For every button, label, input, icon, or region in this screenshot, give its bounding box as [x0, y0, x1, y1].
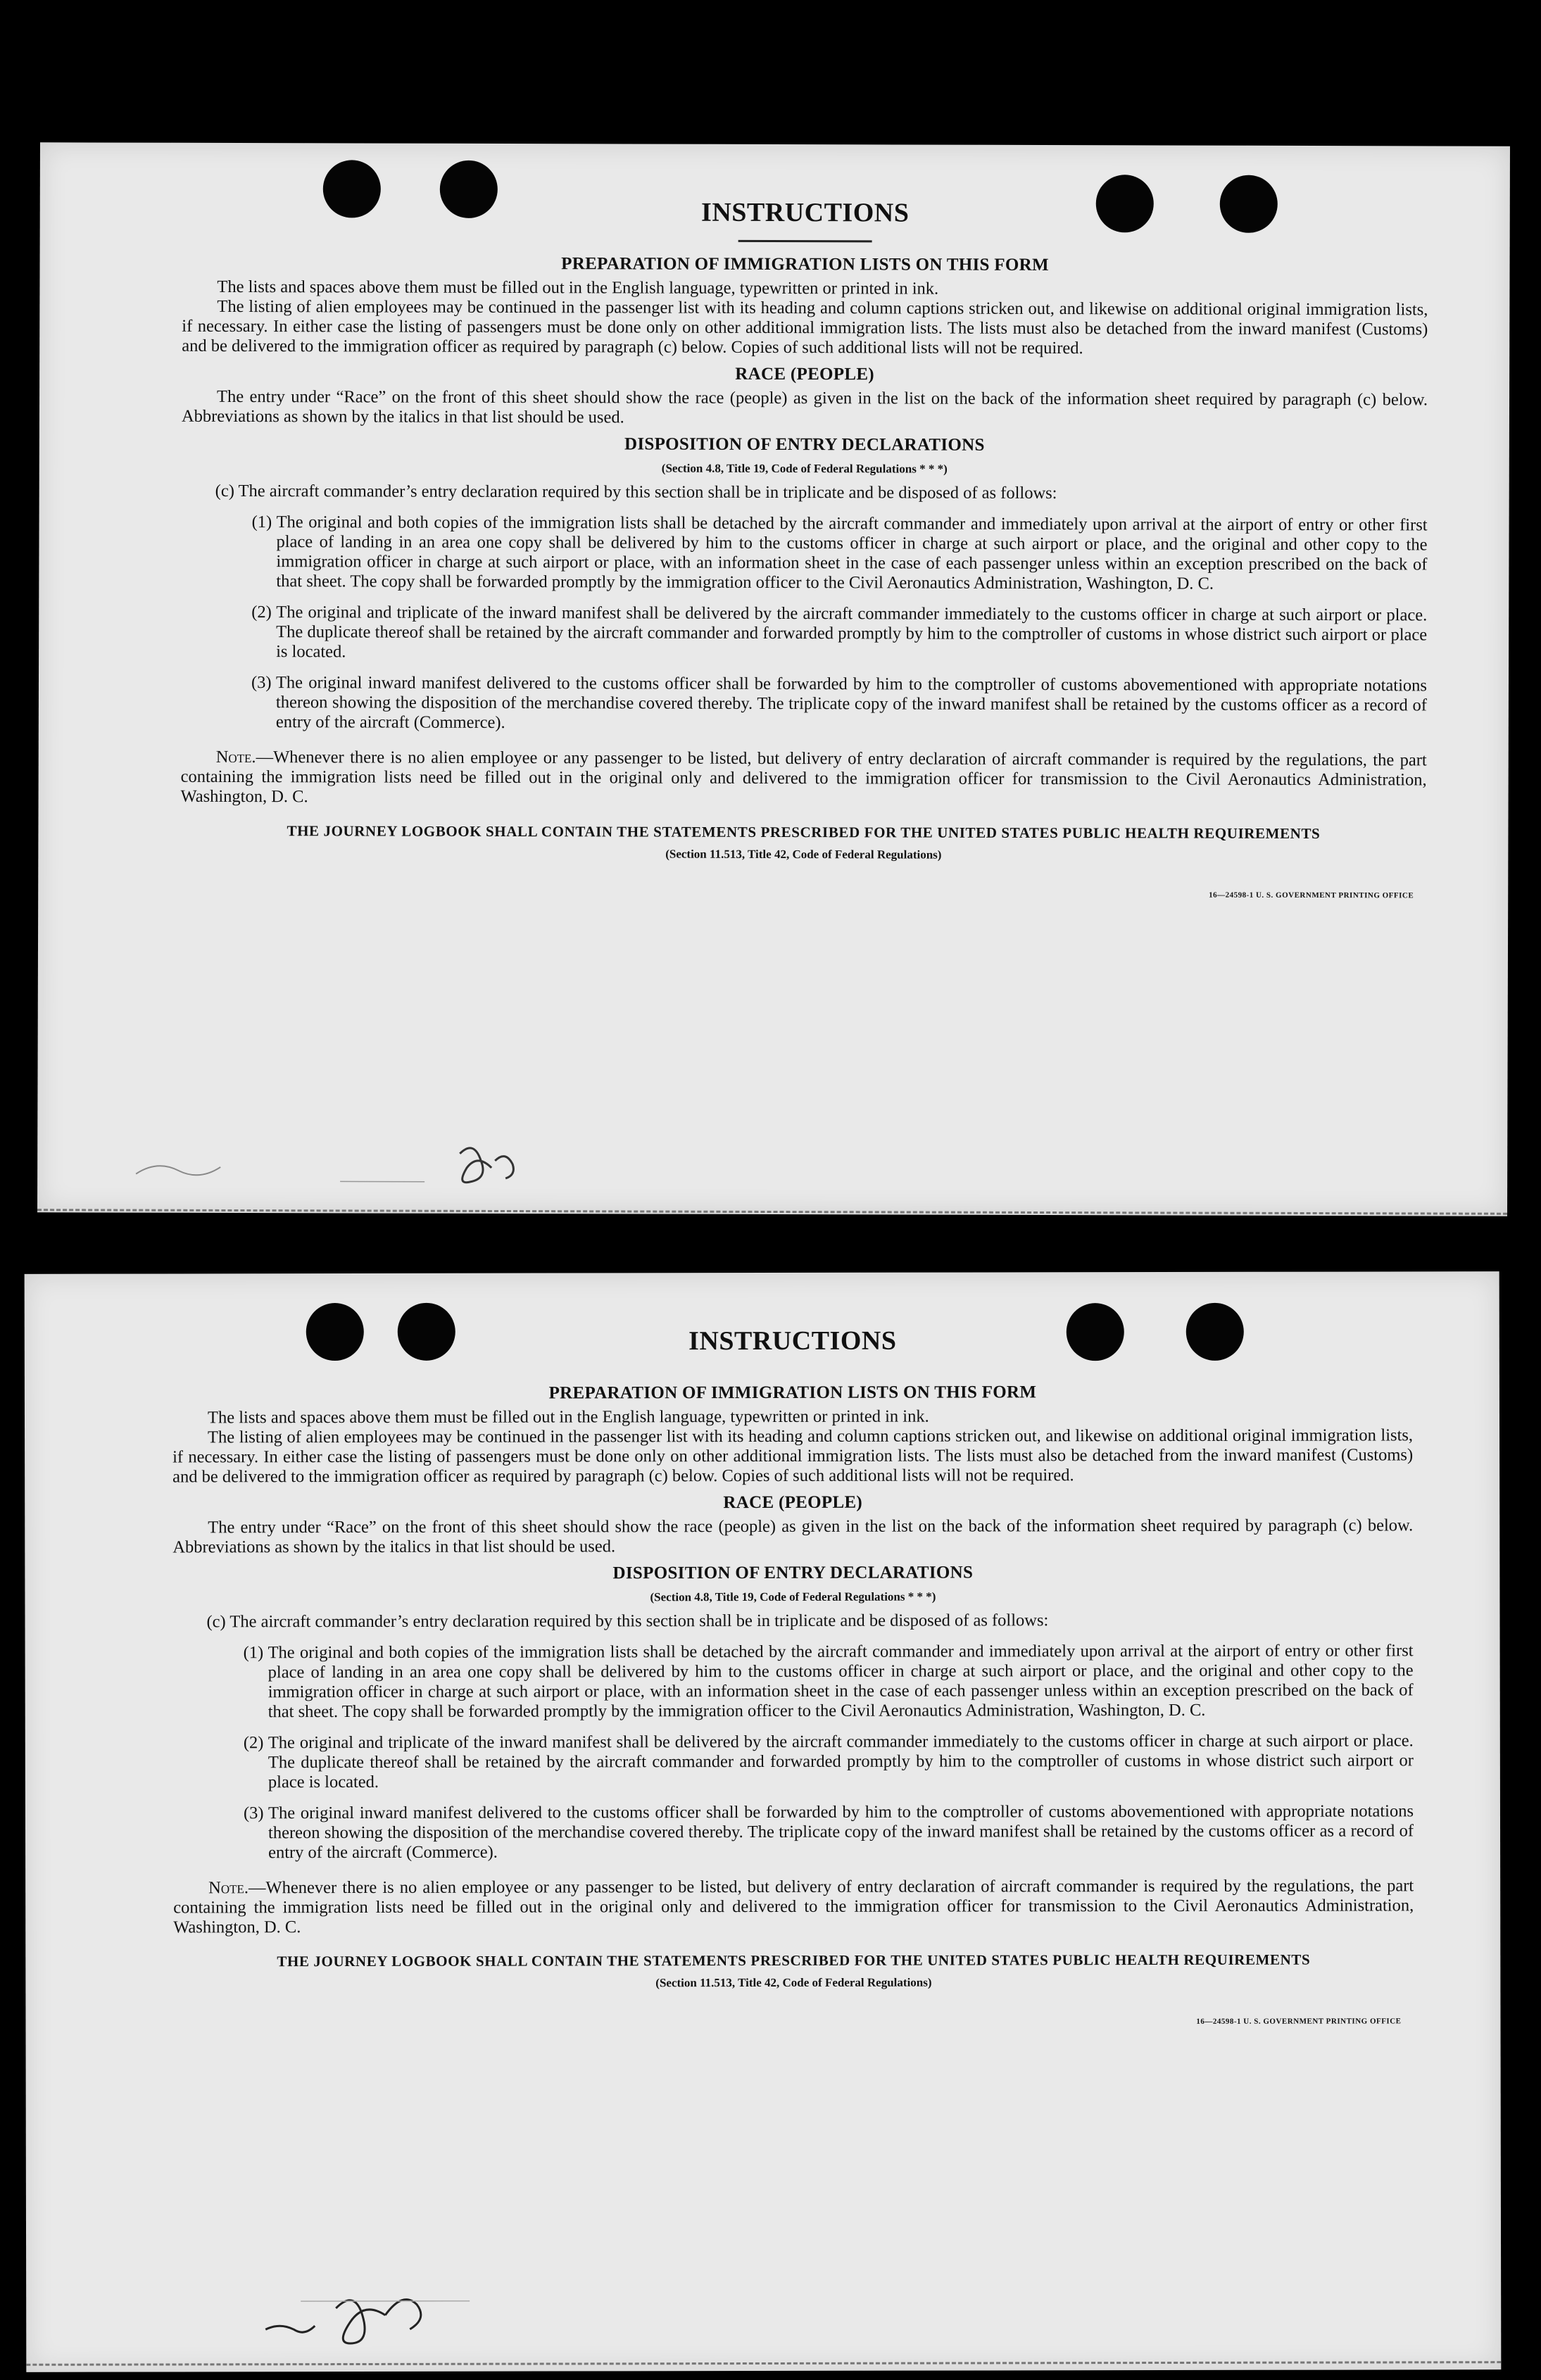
list-item-1 — [173, 1641, 1414, 1722]
section-heading-disposition: DISPOSITION OF ENTRY DECLARATIONS — [612, 1563, 974, 1583]
item-number: (2) — [243, 1733, 264, 1753]
note-text: —Whenever there is no alien employee or any passenger to be listed, but delivery of entry declaration of aircraft commander is required by the regulations, the part containing the immigration lists need be filled out in the original only and delivered to the immigration officer for transmission to the Civil Aeronautics Administration, Washington, D. C. — [180, 748, 1427, 807]
item-number: (3) — [251, 673, 272, 693]
printing-office-imprint: 16—24598-1 U. S. GOVERNMENT PRINTING OFFICE — [1209, 890, 1414, 900]
item-number: (1) — [251, 512, 272, 532]
note-paragraph — [173, 1876, 1414, 1937]
disposition-citation: (Section 4.8, Title 19, Code of Federal Regulations * * *) — [661, 461, 948, 476]
journey-citation: (Section 11.513, Title 42, Code of Federal Regulations) — [655, 1975, 932, 1990]
paragraph-race: The entry under “Race” on the front of this sheet should show the race (people) as given in the list on the back of the information sheet required by paragraph (c) below. Abbreviations as shown by the italics in that list should be used. — [172, 1516, 1414, 1557]
list-item-3 — [173, 1801, 1414, 1863]
note-label: Note. — [215, 747, 256, 767]
note-label: Note. — [208, 1878, 249, 1898]
item-number: (2) — [251, 603, 272, 622]
paragraph-english-language: The lists and spaces above them must be filled out in the English language, typewritten or printed in ink. — [217, 277, 939, 298]
page-title: INSTRUCTIONS — [701, 197, 910, 228]
handwritten-signature — [258, 2280, 554, 2358]
section-heading-race: RACE (PEOPLE) — [723, 1492, 863, 1513]
disposition-citation: (Section 4.8, Title 19, Code of Federal Regulations * * *) — [650, 1589, 936, 1604]
list-item-2 — [173, 1731, 1414, 1792]
title-rule — [738, 240, 872, 242]
handwritten-signature — [129, 1132, 523, 1196]
instruction-sheet-top — [37, 142, 1510, 1216]
sheet-content — [180, 185, 1428, 906]
section-heading-preparation: PREPARATION OF IMMIGRATION LISTS ON THIS FORM — [561, 254, 1049, 275]
item-text: The original inward manifest delivered to the customs officer shall be forwarded by him to the comptroller of customs abovementioned with appropriate notations thereon showing the disposition of the merchandise covered thereby. The triplicate copy of the inward manifest shall be retained by the customs officer as a record of entry of the aircraft (Commerce). — [275, 673, 1428, 733]
paragraph-c-intro: (c) The aircraft commander’s entry declaration required by this section shall be in triplicate and be disposed of as follows: — [206, 1611, 1049, 1632]
paragraph-english-language: The lists and spaces above them must be filled out in the English language, typewritten or printed in ink. — [207, 1406, 929, 1428]
item-number: (3) — [243, 1803, 264, 1823]
journey-citation: (Section 11.513, Title 42, Code of Federal Regulations) — [665, 847, 942, 862]
section-heading-preparation: PREPARATION OF IMMIGRATION LISTS ON THIS FORM — [548, 1383, 1037, 1403]
item-text: The original inward manifest delivered to the customs officer shall be forwarded by him to the comptroller of customs abovementioned with appropriate notations thereon showing the disposition of the merchandise covered thereby. The triplicate copy of the inward manifest shall be retained by the customs officer as a record of entry of the aircraft (Commerce). — [268, 1801, 1414, 1863]
list-item-3 — [181, 673, 1427, 736]
perforation-line — [37, 1209, 1507, 1214]
item-text: The original and triplicate of the inward manifest shall be delivered by the aircraft commander immediately to the customs officer in charge at such airport or place. The duplicate thereof shall be retained by the aircraft commander and forwarded promptly by him to the comptroller of customs in whose district such airport or place is located. — [268, 1731, 1414, 1792]
note-text: —Whenever there is no alien employee or any passenger to be listed, but delivery of entry declaration of aircraft commander is required by the regulations, the part containing the immigration lists need be filled out in the original only and delivered to the immigration officer for transmission to the Civil Aeronautics Administration, Washington, D. C. — [173, 1876, 1414, 1937]
section-heading-disposition: DISPOSITION OF ENTRY DECLARATIONS — [624, 434, 985, 455]
item-text: The original and both copies of the immigration lists shall be detached by the aircraft commander and immediately upon arrival at the airport of entry or other first place of landing in an area one copy shall be delivered by him to the customs officer in charge at such airport or place, and the original and other copy to the immigration officer in charge at such airport or place, with an information sheet in the case of each passenger unless within an exception prescribed on the back of that sheet. The copy shall be forwarded promptly by the immigration officer to the Civil Aeronautics Administration, Washington, D. C. — [276, 512, 1428, 593]
page-title: INSTRUCTIONS — [688, 1326, 897, 1356]
journey-logbook-statement: THE JOURNEY LOGBOOK SHALL CONTAIN THE STATEMENTS PRESCRIBED FOR THE UNITED STATES PUBLIC HEALTH REQUIREMENTS — [277, 1951, 1311, 1970]
note-paragraph — [181, 748, 1427, 810]
paragraph-alien-employees: The listing of alien employees may be continued in the passenger list with its heading and column captions stricken out, and likewise on additional original immigration lists, if necessary. In either case the listing of passengers must be done only on other additional immigration lists. The lists must also be detached from the inward manifest (Customs) and be delivered to the immigration officer as required by paragraph (c) below. Copies of such additional lists will not be required. — [172, 1425, 1414, 1487]
paragraph-race: The entry under “Race” on the front of this sheet should show the race (people) as given in the list on the back of the information sheet required by paragraph (c) below. Abbreviations as shown by the italics in that list should be used. — [181, 386, 1428, 427]
section-heading-race: RACE (PEOPLE) — [735, 364, 874, 384]
sheet-content — [172, 1314, 1414, 2033]
instruction-sheet-bottom — [25, 1271, 1502, 2372]
paragraph-c-intro: (c) The aircraft commander’s entry declaration required by this section shall be in triplicate and be disposed of as follows: — [215, 481, 1057, 503]
item-number: (1) — [243, 1643, 264, 1663]
list-item-1 — [181, 512, 1427, 595]
item-text: The original and triplicate of the inward manifest shall be delivered by the aircraft commander immediately to the customs officer in charge at such airport or place. The duplicate thereof shall be retained by the aircraft commander and forwarded promptly by him to the comptroller of customs in whose district such airport or place is located. — [276, 603, 1428, 662]
list-item-2 — [181, 603, 1427, 665]
paragraph-alien-employees: The listing of alien employees may be continued in the passenger list with its heading and column captions stricken out, and likewise on additional original immigration lists, if necessary. In either case the listing of passengers must be done only on other additional immigration lists. The lists must also be detached from the inward manifest (Customs) and be delivered to the immigration officer as required by paragraph (c) below. Copies of such additional lists will not be required. — [182, 296, 1428, 358]
perforation-line — [26, 2361, 1501, 2366]
printing-office-imprint: 16—24598-1 U. S. GOVERNMENT PRINTING OFFICE — [1196, 2017, 1402, 2026]
journey-logbook-statement: THE JOURNEY LOGBOOK SHALL CONTAIN THE STATEMENTS PRESCRIBED FOR THE UNITED STATES PUBLIC HEALTH REQUIREMENTS — [287, 822, 1321, 843]
item-text: The original and both copies of the immigration lists shall be detached by the aircraft commander and immediately upon arrival at the airport of entry or other first place of landing in an area one copy shall be delivered by him to the customs officer in charge at such airport or place, and the original and other copy to the immigration officer in charge at such airport or place, with an information sheet in the case of each passenger unless within an exception prescribed on the back of that sheet. The copy shall be forwarded promptly by the immigration officer to the Civil Aeronautics Administration, Washington, D. C. — [268, 1641, 1414, 1722]
